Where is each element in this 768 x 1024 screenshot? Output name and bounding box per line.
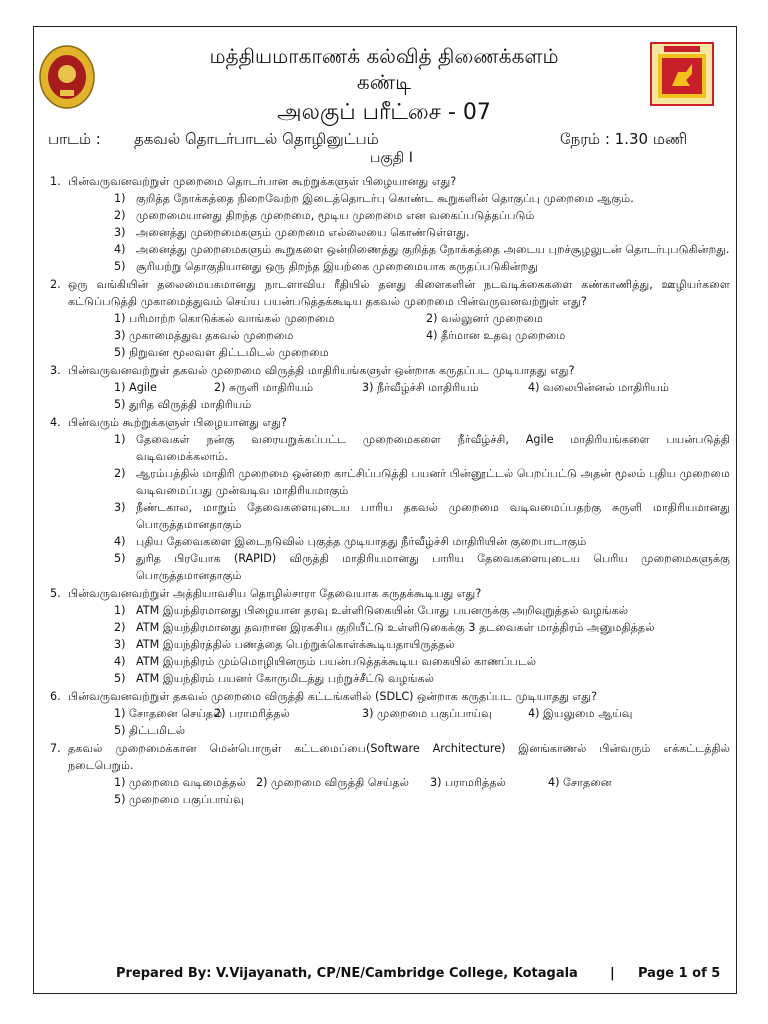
option-item bbox=[114, 499, 730, 533]
exam-time: நேரம் : 1.30 மணி bbox=[560, 130, 688, 148]
option-text: ATM இயந்திரமானது தவறான இரகசிய குறியீட்டு உள்ளிடுகைக்கு 3 தடவைகள் மாத்திரம் அனுமதித்தல் bbox=[136, 621, 655, 634]
option-cell: 3) பராமரித்தல் bbox=[430, 776, 506, 789]
question-number: 1. bbox=[50, 175, 61, 188]
prepared-by: Prepared By: V.Vijayanath, CP/NE/Cambridge College, Kotagala bbox=[116, 966, 578, 981]
exam-title: அலகுப் பரீட்சை - 07 bbox=[277, 100, 491, 125]
option-row bbox=[114, 396, 730, 413]
option-cell: 3) நீர்வீழ்ச்சி மாதிரியம் bbox=[362, 381, 479, 394]
option-row bbox=[114, 344, 730, 361]
option-text: முறைமையானது திறந்த முறைமை, மூடிய முறைமை என வகைப்படுத்தப்படும் bbox=[136, 209, 535, 222]
option-cell: 2) பராமரித்தல் bbox=[214, 707, 290, 720]
option-cell: 4) சோதனை bbox=[548, 776, 612, 789]
option-text: துரித பிரயோக (RAPID) விருத்தி மாதிரியமானது பாரிய தேவைகளையுடைய பெரிய முறைமைகளுக்கு பொருத்தமானதாகும் bbox=[136, 552, 730, 582]
option-item bbox=[114, 550, 730, 584]
question-text: பின்வருவனவற்றுள் முறைமை தொடர்பான கூற்றுக்களுள் பிழையானது எது? bbox=[68, 175, 457, 188]
option-number: 5) bbox=[114, 552, 126, 565]
option-item bbox=[114, 670, 730, 687]
option-number: 4) bbox=[114, 243, 126, 256]
option-list bbox=[114, 602, 730, 687]
option-item bbox=[114, 224, 730, 241]
option-text: தேவைகள் நன்கு வரையறுக்கப்பட்ட முறைமைகளை நீர்வீழ்ச்சி, Agile மாதிரியங்களை பயன்படுத்தி வடிவமைக்கலாம். bbox=[136, 433, 730, 463]
department-title: மத்தியமாகாணக் கல்வித் திணைக்களம் bbox=[209, 44, 559, 68]
question bbox=[50, 740, 730, 774]
option-cell: 4) தீர்மான உதவு முறைமை bbox=[426, 329, 566, 342]
question-text: பின்வரும் கூற்றுக்களுள் பிழையானது எது? bbox=[68, 416, 287, 429]
question-number: 4. bbox=[50, 416, 61, 429]
option-item bbox=[114, 602, 730, 619]
option-item bbox=[114, 653, 730, 670]
option-text: ஆரம்பத்தில் மாதிரி முறைமை ஒன்றை காட்சிப்படுத்தி பயனர் பின்னூட்டல் பெறப்பட்டு அதன் மூலம் புதிய முறைமை வடிவமைப்பது முன்வடிவ மாதிரியமாகும் bbox=[136, 467, 730, 497]
subject-label: பாடம் : bbox=[48, 130, 101, 148]
option-item bbox=[114, 190, 730, 207]
question-text: ஒரு வங்கியின் தலைமையகமானது நாடளாவிய ரீதியில் தனது கிளைகளின் நடவடிக்கைகளை கண்காணித்து, ஊழியர்களை கட்டுப்படுத்தி முகாமைத்துவம் செய்ய பயன்படுத்தக்கூடிய தகவல் முறைமை பின்வருவனவற்றுள் எது? bbox=[68, 278, 730, 308]
option-text: அனைத்து முறைமைகளும் கூறுகளை ஒன்றிணைத்து குறித்த நோக்கத்தை அடைய புறச்சூழலுடன் தொடர்புபடுகின்றது. bbox=[136, 243, 730, 256]
option-row bbox=[114, 774, 730, 791]
option-cell: 5) திட்டமிடல் bbox=[114, 724, 186, 737]
question-number: 7. bbox=[50, 742, 61, 755]
option-cell: 3) முறைமை பகுப்பாய்வு bbox=[362, 707, 492, 720]
option-cell: 1) Agile bbox=[114, 381, 157, 394]
option-number: 2) bbox=[114, 467, 126, 480]
option-cell: 5) துரித விருத்தி மாதிரியம் bbox=[114, 398, 252, 411]
option-text: நீண்டகால, மாறும் தேவைகளையுடைய பாரிய தகவல் முறைமை வடிவமைப்பதற்கு சுருளி மாதிரியமானது பொருத்தமானதாகும் bbox=[136, 501, 730, 531]
option-row bbox=[114, 379, 730, 396]
option-text: அனைத்து முறைமைகளும் முறைமை எல்லையை கொண்டுள்ளது. bbox=[136, 226, 470, 239]
option-item bbox=[114, 465, 730, 499]
option-text: ATM இயந்திரத்தில் பணத்தை பெற்றுக்கொள்க்கூடியதாயிருத்தல் bbox=[136, 638, 455, 651]
question-list bbox=[50, 172, 730, 808]
question bbox=[50, 585, 730, 602]
option-row bbox=[114, 791, 730, 808]
question-number: 6. bbox=[50, 690, 61, 703]
question-number: 5. bbox=[50, 587, 61, 600]
option-item bbox=[114, 619, 730, 636]
question-text: பின்வருவனவற்றுள் தகவல் முறைமை விருத்தி கட்டங்களில் (SDLC) ஒன்றாக கருதப்பட முடியாதது எது? bbox=[68, 690, 598, 703]
option-row bbox=[114, 310, 730, 327]
option-number: 5) bbox=[114, 260, 126, 273]
option-number: 4) bbox=[114, 655, 126, 668]
option-number: 3) bbox=[114, 638, 126, 651]
option-list bbox=[114, 190, 730, 275]
option-item bbox=[114, 533, 730, 550]
option-row bbox=[114, 327, 730, 344]
option-item bbox=[114, 431, 730, 465]
option-number: 2) bbox=[114, 621, 126, 634]
option-text: ATM இயந்திரம் மும்மொழியினரும் பயன்படுத்தக்கூடிய வகையில் காணப்படல் bbox=[136, 655, 537, 668]
footer bbox=[116, 966, 736, 981]
option-text: ATM இயந்திரமானது பிழையான தரவு உள்ளிடுகையின் போது பயனருக்கு அறிவுறுத்தல் வழங்கல் bbox=[136, 604, 629, 617]
option-text: குறித்த நோக்கத்தை நிறைவேற்ற இடைத்தொடர்பு கொண்ட கூறுகளின் தொகுப்பு முறைமை ஆகும். bbox=[136, 192, 634, 205]
question-text: பின்வருவனவற்றுள் அத்தியாவசிய தொழில்சாரா தேவையாக கருதக்கூடியது எது? bbox=[68, 587, 482, 600]
option-list bbox=[114, 431, 730, 584]
option-cell: 3) முகாமைத்துவ தகவல் முறைமை bbox=[114, 329, 294, 342]
part-label: பகுதி I bbox=[370, 150, 413, 166]
option-item bbox=[114, 636, 730, 653]
option-row bbox=[114, 722, 730, 739]
option-row bbox=[114, 705, 730, 722]
question-number: 3. bbox=[50, 364, 61, 377]
option-text: ATM இயந்திரம் பயனர் கோருமிடத்து பற்றுச்சீட்டு வழங்கல் bbox=[136, 672, 435, 685]
subject-name: தகவல் தொடர்பாடல் தொழினுட்பம் bbox=[134, 130, 379, 148]
question bbox=[50, 276, 730, 310]
option-text: சூரியற்று தொகுதியானது ஒரு திறந்த இயற்கை முறைமையாக கருதப்படுகின்றது bbox=[136, 260, 538, 273]
option-number: 1) bbox=[114, 604, 126, 617]
option-cell: 5) முறைமை பகுப்பாய்வு bbox=[114, 793, 244, 806]
question bbox=[50, 414, 730, 431]
question-text: பின்வருவனவற்றுள் தகவல் முறைமை விருத்தி மாதிரியங்களுள் ஒன்றாக கருதப்பட முடியாதது எது? bbox=[68, 364, 575, 377]
city-title: கண்டி bbox=[356, 70, 412, 94]
question bbox=[50, 173, 730, 190]
option-number: 4) bbox=[114, 535, 126, 548]
option-cell: 5) நிறுவன மூலவள திட்டமிடல் முறைமை bbox=[114, 346, 329, 359]
option-cell: 1) சோதனை செய்தல் bbox=[114, 707, 223, 720]
option-number: 1) bbox=[114, 433, 126, 446]
option-cell: 2) முறைமை விருத்தி செய்தல் bbox=[256, 776, 409, 789]
option-cell: 4) இயலுமை ஆய்வு bbox=[528, 707, 633, 720]
option-cell: 4) வலைபின்னல் மாதிரியம் bbox=[528, 381, 670, 394]
option-cell: 2) சுருளி மாதிரியம் bbox=[214, 381, 314, 394]
question bbox=[50, 362, 730, 379]
option-cell: 2) வல்லுனர் முறைமை bbox=[426, 312, 544, 325]
option-cell: 1) பரிமாற்ற கொடுக்கல் வாங்கல் முறைமை bbox=[114, 312, 335, 325]
option-number: 5) bbox=[114, 672, 126, 685]
question-number: 2. bbox=[50, 278, 61, 291]
option-number: 1) bbox=[114, 192, 126, 205]
option-item bbox=[114, 207, 730, 224]
option-number: 2) bbox=[114, 209, 126, 222]
option-cell: 1) முறைமை வடிமைத்தல் bbox=[114, 776, 246, 789]
page-number: Page 1 of 5 bbox=[638, 966, 721, 981]
question-text: தகவல் முறைமைக்கான மென்பொருள் கட்டமைப்பை(Software Architecture) இனங்காணல் பின்வரும் எக்கட்டத்தில் நடைபெறும். bbox=[68, 742, 730, 772]
option-text: புதிய தேவைகளை இடைநடுவில் புகுத்த முடியாதது நீர்வீழ்ச்சி மாதிரியின் குறைபாடாகும் bbox=[136, 535, 587, 548]
option-number: 3) bbox=[114, 501, 126, 514]
question bbox=[50, 688, 730, 705]
option-item bbox=[114, 258, 730, 275]
option-item bbox=[114, 241, 730, 258]
footer-separator: | bbox=[610, 966, 615, 981]
option-number: 3) bbox=[114, 226, 126, 239]
